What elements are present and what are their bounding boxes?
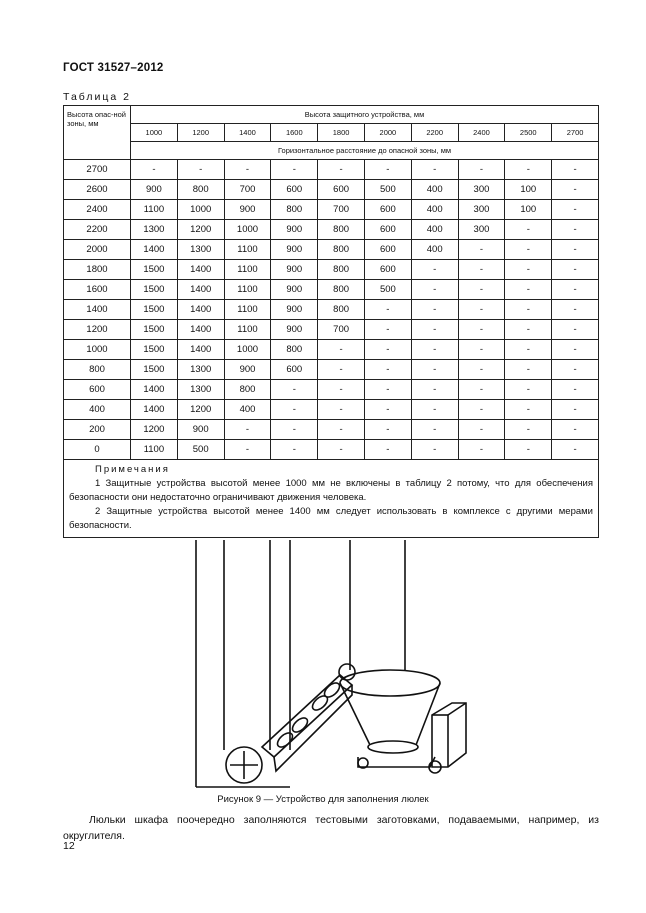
group-header: Высота защитного устройства, мм bbox=[131, 106, 599, 124]
distance-cell: 800 bbox=[318, 300, 365, 320]
distance-cell: 400 bbox=[411, 240, 458, 260]
distance-cell: - bbox=[364, 360, 411, 380]
distance-cell: 700 bbox=[224, 180, 271, 200]
distance-cell: 1500 bbox=[131, 300, 178, 320]
distance-cell: 600 bbox=[364, 240, 411, 260]
distance-cell: - bbox=[552, 240, 599, 260]
distance-cell: 900 bbox=[271, 220, 318, 240]
distance-cell: 1100 bbox=[131, 200, 178, 220]
table-row bbox=[64, 420, 599, 440]
column-header: 2400 bbox=[458, 124, 505, 142]
distance-cell: 900 bbox=[224, 200, 271, 220]
distance-cell: 1400 bbox=[177, 280, 224, 300]
distance-table bbox=[63, 105, 599, 538]
distance-cell: 1400 bbox=[177, 300, 224, 320]
distance-cell: 1500 bbox=[131, 360, 178, 380]
table-header-row bbox=[64, 106, 599, 124]
distance-cell: 900 bbox=[271, 240, 318, 260]
table-row bbox=[64, 260, 599, 280]
distance-cell: - bbox=[411, 320, 458, 340]
distance-cell: - bbox=[458, 380, 505, 400]
distance-cell: - bbox=[505, 280, 552, 300]
table-row bbox=[64, 220, 599, 240]
danger-zone-height-cell: 400 bbox=[64, 400, 131, 420]
distance-cell: - bbox=[224, 160, 271, 180]
funnel-bottom bbox=[368, 741, 418, 753]
danger-zone-height-cell: 200 bbox=[64, 420, 131, 440]
distance-cell: - bbox=[505, 440, 552, 460]
distance-cell: 500 bbox=[177, 440, 224, 460]
figure-9-drawing bbox=[180, 535, 470, 790]
note-1: 1 Защитные устройства высотой менее 1000 мм не включены в таблицу 2 потому, что для обеспечения безопасности они недостаточно ограничивают движения человека. bbox=[69, 478, 593, 503]
danger-zone-height-cell: 1000 bbox=[64, 340, 131, 360]
distance-cell: 800 bbox=[318, 220, 365, 240]
table-row bbox=[64, 320, 599, 340]
standard-header: ГОСТ 31527–2012 bbox=[63, 62, 164, 74]
sub-header: Горизонтальное расстояние до опасной зоны, мм bbox=[131, 142, 599, 160]
distance-cell: 1200 bbox=[131, 420, 178, 440]
distance-cell: - bbox=[458, 160, 505, 180]
body-paragraph: Люльки шкафа поочередно заполняются тестовыми заготовками, подаваемыми, например, из округлителя. bbox=[63, 814, 599, 842]
page-number: 12 bbox=[63, 840, 75, 852]
motor-box-top2 bbox=[448, 703, 466, 715]
distance-cell: 1500 bbox=[131, 280, 178, 300]
distance-cell: - bbox=[271, 440, 318, 460]
distance-cell: 900 bbox=[177, 420, 224, 440]
distance-cell: 600 bbox=[364, 200, 411, 220]
distance-cell: - bbox=[505, 240, 552, 260]
distance-cell: - bbox=[411, 420, 458, 440]
distance-cell: - bbox=[364, 160, 411, 180]
distance-cell: - bbox=[411, 260, 458, 280]
distance-cell: - bbox=[411, 440, 458, 460]
distance-cell: 300 bbox=[458, 200, 505, 220]
distance-cell: - bbox=[458, 360, 505, 380]
column-header: 2200 bbox=[411, 124, 458, 142]
distance-cell: - bbox=[458, 440, 505, 460]
distance-cell: - bbox=[458, 420, 505, 440]
distance-cell: - bbox=[552, 320, 599, 340]
distance-cell: - bbox=[552, 400, 599, 420]
distance-cell: 1300 bbox=[177, 240, 224, 260]
danger-zone-height-cell: 1800 bbox=[64, 260, 131, 280]
distance-cell: 1100 bbox=[224, 260, 271, 280]
distance-cell: - bbox=[177, 160, 224, 180]
distance-cell: - bbox=[505, 320, 552, 340]
distance-cell: 1000 bbox=[224, 340, 271, 360]
distance-cell: - bbox=[318, 380, 365, 400]
distance-cell: - bbox=[458, 280, 505, 300]
distance-cell: 600 bbox=[271, 180, 318, 200]
distance-cell: 1400 bbox=[131, 400, 178, 420]
distance-cell: - bbox=[224, 440, 271, 460]
distance-cell: 800 bbox=[271, 200, 318, 220]
table-row bbox=[64, 440, 599, 460]
distance-cell: 800 bbox=[224, 380, 271, 400]
distance-cell: - bbox=[505, 360, 552, 380]
distance-cell: - bbox=[552, 280, 599, 300]
danger-zone-height-cell: 2000 bbox=[64, 240, 131, 260]
distance-cell: - bbox=[458, 400, 505, 420]
table-caption: Таблица 2 bbox=[63, 91, 131, 103]
distance-cell: 500 bbox=[364, 180, 411, 200]
distance-cell: 800 bbox=[318, 280, 365, 300]
distance-cell: - bbox=[505, 340, 552, 360]
funnel-knob bbox=[339, 664, 355, 680]
danger-zone-height-cell: 1600 bbox=[64, 280, 131, 300]
distance-cell: - bbox=[552, 200, 599, 220]
distance-cell: - bbox=[364, 380, 411, 400]
danger-zone-height-cell: 2700 bbox=[64, 160, 131, 180]
distance-cell: - bbox=[505, 160, 552, 180]
distance-cell: - bbox=[458, 260, 505, 280]
distance-cell: - bbox=[411, 300, 458, 320]
distance-cell: - bbox=[458, 240, 505, 260]
distance-cell: - bbox=[318, 440, 365, 460]
distance-cell: - bbox=[411, 160, 458, 180]
distance-cell: 500 bbox=[364, 280, 411, 300]
column-header: 2700 bbox=[552, 124, 599, 142]
column-header: 2000 bbox=[364, 124, 411, 142]
sub-header-row bbox=[64, 142, 599, 160]
distance-cell: - bbox=[552, 380, 599, 400]
distance-cell: - bbox=[552, 300, 599, 320]
danger-zone-height-cell: 600 bbox=[64, 380, 131, 400]
table-row bbox=[64, 280, 599, 300]
distance-cell: 100 bbox=[505, 200, 552, 220]
distance-cell: - bbox=[364, 340, 411, 360]
column-header: 1200 bbox=[177, 124, 224, 142]
distance-cell: - bbox=[505, 260, 552, 280]
distance-cell: - bbox=[364, 420, 411, 440]
table-row bbox=[64, 300, 599, 320]
distance-cell: 600 bbox=[271, 360, 318, 380]
distance-cell: 1400 bbox=[131, 380, 178, 400]
distance-cell: - bbox=[318, 400, 365, 420]
distance-cell: 1100 bbox=[224, 300, 271, 320]
table-row bbox=[64, 380, 599, 400]
distance-cell: - bbox=[318, 360, 365, 380]
distance-cell: 1500 bbox=[131, 260, 178, 280]
table-row bbox=[64, 340, 599, 360]
distance-cell: 700 bbox=[318, 320, 365, 340]
distance-cell: 1100 bbox=[224, 280, 271, 300]
danger-zone-height-cell: 1400 bbox=[64, 300, 131, 320]
danger-zone-height-cell: 2600 bbox=[64, 180, 131, 200]
distance-cell: 900 bbox=[131, 180, 178, 200]
distance-cell: 600 bbox=[318, 180, 365, 200]
distance-cell: - bbox=[411, 340, 458, 360]
distance-cell: - bbox=[411, 360, 458, 380]
column-header: 1800 bbox=[318, 124, 365, 142]
distance-cell: - bbox=[505, 420, 552, 440]
distance-cell: - bbox=[318, 160, 365, 180]
distance-cell: 1100 bbox=[224, 240, 271, 260]
danger-zone-height-cell: 800 bbox=[64, 360, 131, 380]
distance-cell: - bbox=[552, 340, 599, 360]
distance-cell: 1000 bbox=[224, 220, 271, 240]
distance-cell: - bbox=[318, 420, 365, 440]
distance-cell: - bbox=[552, 220, 599, 240]
distance-cell: - bbox=[271, 160, 318, 180]
distance-cell: 1400 bbox=[177, 340, 224, 360]
distance-cell: 800 bbox=[318, 240, 365, 260]
distance-cell: - bbox=[552, 160, 599, 180]
distance-cell: 400 bbox=[411, 180, 458, 200]
distance-cell: 400 bbox=[224, 400, 271, 420]
distance-cell: - bbox=[458, 320, 505, 340]
distance-cell: - bbox=[364, 320, 411, 340]
column-header: 1400 bbox=[224, 124, 271, 142]
distance-cell: - bbox=[552, 260, 599, 280]
distance-cell: 1300 bbox=[177, 360, 224, 380]
distance-cell: 100 bbox=[505, 180, 552, 200]
column-header-row bbox=[64, 124, 599, 142]
distance-cell: - bbox=[364, 440, 411, 460]
motor-box bbox=[432, 703, 466, 767]
distance-cell: - bbox=[224, 420, 271, 440]
distance-cell: 1500 bbox=[131, 320, 178, 340]
distance-cell: 400 bbox=[411, 220, 458, 240]
table-row bbox=[64, 160, 599, 180]
distance-cell: 1400 bbox=[131, 240, 178, 260]
distance-cell: - bbox=[552, 420, 599, 440]
distance-cell: 400 bbox=[411, 200, 458, 220]
distance-cell: - bbox=[411, 380, 458, 400]
distance-cell: 1100 bbox=[224, 320, 271, 340]
table-row bbox=[64, 400, 599, 420]
danger-zone-height-cell: 0 bbox=[64, 440, 131, 460]
distance-cell: - bbox=[458, 300, 505, 320]
distance-cell: - bbox=[364, 400, 411, 420]
table-row bbox=[64, 240, 599, 260]
distance-cell: - bbox=[131, 160, 178, 180]
distance-cell: - bbox=[318, 340, 365, 360]
notes-row bbox=[64, 460, 599, 538]
feeder-chute bbox=[262, 675, 352, 757]
row-header: Высота опас-ной зоны, мм bbox=[64, 106, 131, 160]
distance-cell: 900 bbox=[271, 280, 318, 300]
distance-cell: 900 bbox=[271, 300, 318, 320]
distance-cell: 1000 bbox=[177, 200, 224, 220]
danger-zone-height-cell: 2400 bbox=[64, 200, 131, 220]
distance-cell: - bbox=[411, 280, 458, 300]
notes-cell bbox=[64, 460, 599, 538]
distance-cell: 1400 bbox=[177, 320, 224, 340]
column-header: 1000 bbox=[131, 124, 178, 142]
notes-title: Примечания bbox=[95, 464, 170, 475]
stand-base bbox=[358, 757, 435, 767]
distance-cell: - bbox=[505, 220, 552, 240]
distance-cell: 900 bbox=[224, 360, 271, 380]
table-row bbox=[64, 200, 599, 220]
distance-cell: 700 bbox=[318, 200, 365, 220]
distance-cell: 300 bbox=[458, 180, 505, 200]
distance-cell: 600 bbox=[364, 220, 411, 240]
distance-cell: 1200 bbox=[177, 220, 224, 240]
feeder-chute-side bbox=[274, 685, 352, 771]
distance-cell: - bbox=[364, 300, 411, 320]
distance-cell: 900 bbox=[271, 260, 318, 280]
distance-cell: - bbox=[552, 360, 599, 380]
danger-zone-height-cell: 1200 bbox=[64, 320, 131, 340]
distance-cell: 800 bbox=[318, 260, 365, 280]
distance-cell: - bbox=[552, 440, 599, 460]
distance-cell: 300 bbox=[458, 220, 505, 240]
distance-cell: 1200 bbox=[177, 400, 224, 420]
distance-cell: 1300 bbox=[177, 380, 224, 400]
distance-cell: 1500 bbox=[131, 340, 178, 360]
column-header: 1600 bbox=[271, 124, 318, 142]
figure-caption: Рисунок 9 — Устройство для заполнения люлек bbox=[217, 794, 429, 805]
distance-cell: 1400 bbox=[177, 260, 224, 280]
distance-cell: - bbox=[552, 180, 599, 200]
distance-cell: - bbox=[458, 340, 505, 360]
distance-cell: 1100 bbox=[131, 440, 178, 460]
column-header: 2500 bbox=[505, 124, 552, 142]
table-row bbox=[64, 360, 599, 380]
danger-zone-height-cell: 2200 bbox=[64, 220, 131, 240]
distance-cell: - bbox=[505, 380, 552, 400]
distance-cell: 800 bbox=[271, 340, 318, 360]
distance-cell: - bbox=[271, 420, 318, 440]
note-2: 2 Защитные устройства высотой менее 1400 мм следует использовать в комплексе с другими мерами безопасности. bbox=[69, 506, 593, 531]
table-row bbox=[64, 180, 599, 200]
distance-cell: - bbox=[505, 300, 552, 320]
distance-cell: - bbox=[505, 400, 552, 420]
distance-cell: 800 bbox=[177, 180, 224, 200]
distance-cell: - bbox=[411, 400, 458, 420]
distance-cell: - bbox=[271, 400, 318, 420]
distance-cell: 900 bbox=[271, 320, 318, 340]
distance-cell: - bbox=[271, 380, 318, 400]
distance-cell: 1300 bbox=[131, 220, 178, 240]
distance-cell: 600 bbox=[364, 260, 411, 280]
